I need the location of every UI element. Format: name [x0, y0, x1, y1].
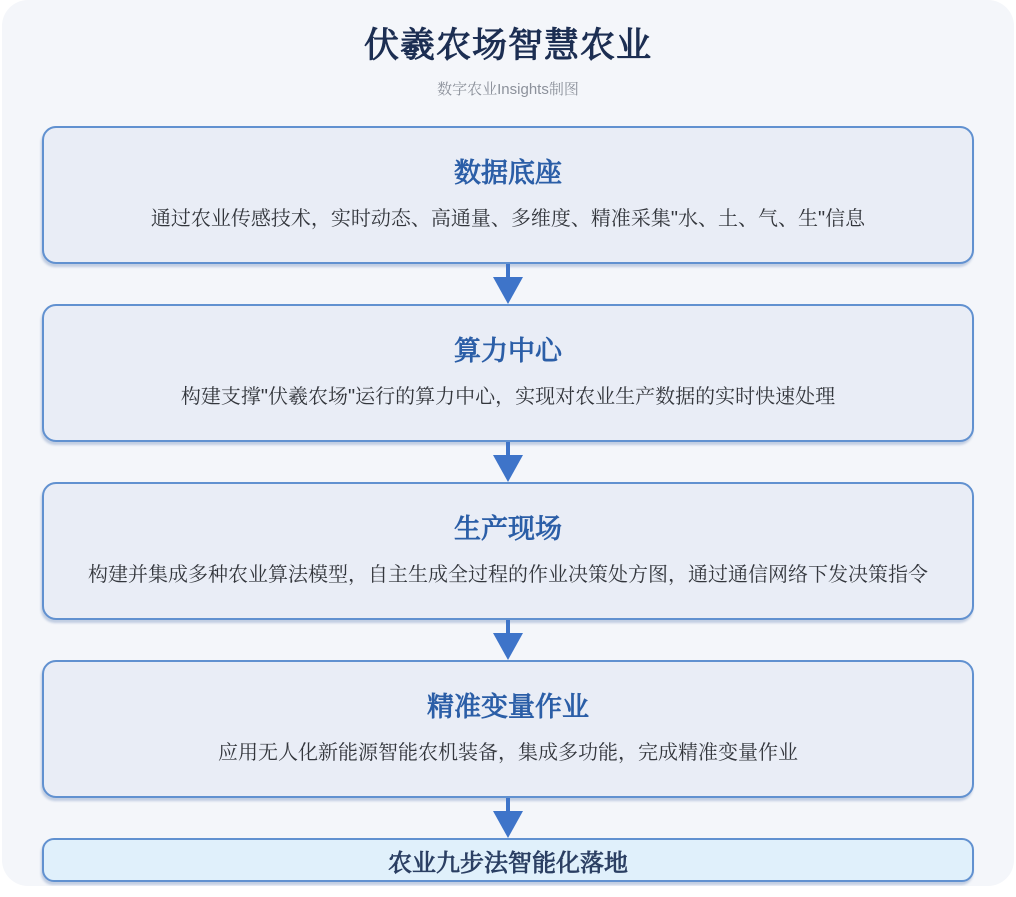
flow-step-2 [42, 304, 974, 442]
flow-step-3 [42, 482, 974, 620]
page-title: 伏羲农场智慧农业 [363, 26, 652, 65]
down-arrow-icon [42, 620, 974, 660]
step-description: 应用无人化新能源智能农机装备，集成多功能，完成精准变量作业 [218, 742, 798, 764]
arrow-stem [506, 620, 510, 633]
step-heading: 算力中心 [454, 336, 562, 366]
arrow-head [493, 633, 523, 660]
infographic-card [2, 0, 1014, 886]
down-arrow-icon [42, 442, 974, 482]
arrow-stem [506, 264, 510, 277]
down-arrow-icon [42, 264, 974, 304]
arrow-stem [506, 442, 510, 455]
flow-diagram [42, 126, 974, 882]
step-heading: 数据底座 [454, 158, 562, 188]
final-box-label: 农业九步法智能化落地 [388, 849, 628, 877]
flow-step-4 [42, 660, 974, 798]
flow-step-1 [42, 126, 974, 264]
arrow-head [493, 811, 523, 838]
step-description: 构建并集成多种农业算法模型，自主生成全过程的作业决策处方图，通过通信网络下发决策指令 [88, 564, 928, 586]
step-description: 通过农业传感技术，实时动态、高通量、多维度、精准采集"水、土、气、生"信息 [150, 208, 866, 230]
step-heading: 精准变量作业 [427, 692, 589, 722]
flow-final-box [42, 838, 974, 882]
down-arrow-icon [42, 798, 974, 838]
step-description: 构建支撑"伏羲农场"运行的算力中心，实现对农业生产数据的实时快速处理 [180, 386, 836, 408]
step-heading: 生产现场 [454, 514, 562, 544]
arrow-head [493, 277, 523, 304]
arrow-head [493, 455, 523, 482]
arrow-stem [506, 798, 510, 811]
page-subtitle: 数字农业Insights制图 [437, 81, 579, 98]
